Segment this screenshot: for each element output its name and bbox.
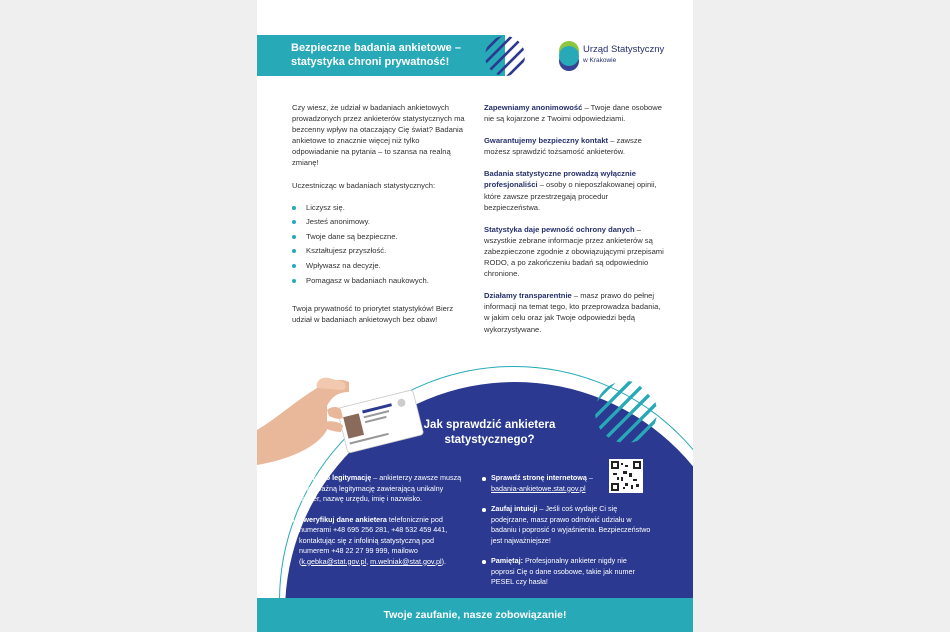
intro-text: Czy wiesz, że udział w badaniach ankietowych prowadzonych przez ankieterów statystycznych ma bezcenny wpływ na otaczający Cię świat? Badania ankietowe to znacznie więcej niż tylko odpowiadanie na pytania – to szansa na realną zmianę! [292,103,465,168]
promise-paragraph [484,224,664,279]
separator: , [366,556,371,566]
logo-name: Urząd Statystyczny [583,44,665,55]
logo-text [583,44,664,66]
promise-text: – wszystkie zebrane informacje przez ankieterów są zabezpieczone zgodnie z obowiązującymi przepisami RODO, a po zakończeniu badań są odpowiednio chronione. [484,224,664,279]
tip-paragraph [482,556,651,588]
logo-sub: w Krakowie [583,57,617,64]
promise-paragraph [484,290,664,334]
tip-text: – [586,473,593,482]
email-link[interactable]: m.welniak@stat.gov.pl [370,556,442,566]
tip-paragraph [482,504,651,546]
promise-text: – osoby o nieposzlakowanej opinii, które zawsze przestrzegają procedur bezpieczeństwa. [484,180,657,212]
title-line-1: Bezpieczne badania ankietowe – [291,42,461,54]
id-card-hand-icon [257,370,427,465]
leaflet-page [257,0,693,632]
promise-paragraph [484,168,664,212]
promise-title: Działamy transparentnie [484,291,572,301]
verify-left-column [290,473,465,577]
email-link[interactable]: k.gebka@stat.gov.pl [301,556,367,566]
tip-text: – Jeśli coś wydaje Ci się podejrzane, masz prawo odmówić udziału w badaniu i poprosić o wyjaśnienia. Bezpieczeństwo jest najważniejsze! [491,504,651,545]
promise-title: Statystyka daje pewność ochrony danych [484,224,635,234]
promise-text: – masz prawo do pełnej informacji na temat tego, kto przeprowadza badania, w jakim celu oraz jak Twoje odpowiedzi będą wykorzystywane. [484,291,661,334]
left-column [292,102,467,336]
promise-title: Gwarantujemy bezpieczny kontakt [484,136,609,146]
striped-circle-icon [483,35,527,79]
logo-icon [557,40,581,72]
list-item: Jesteś anonimowy. [292,215,467,230]
website-link[interactable]: badania-ankietowe.stat.gov.pl [491,483,586,493]
list-item: Liczysz się. [292,201,467,216]
tip-title: Zweryfikuj dane ankietera [299,514,387,524]
list-item: Wpływasz na decyzje. [292,259,467,274]
tip-text: – ankieterzy zawsze muszą mieć ważną legitymację zawierającą unikalny numer, nazwę urzędu, imię i nazwisko. [299,473,462,503]
title-bar [257,35,505,76]
list-item: Pomagasz w badaniach naukowych. [292,274,467,289]
tip-paragraph [290,473,465,505]
right-column [484,102,664,346]
promise-text: – Twoje dane osobowe nie są kojarzone z Twoimi odpowiedziami. [484,103,662,124]
tip-end: ). [441,556,446,566]
benefits-list [292,201,467,289]
footer-banner: Twoje zaufanie, nasze zobowiązanie! [257,598,693,632]
verify-right-column [482,473,672,598]
question-heading: Jak sprawdzić ankietera statystycznego? [423,419,556,446]
bullets-lead: Uczestnicząc w badaniach statystycznych: [292,180,436,190]
tip-title: Pamiętaj: [491,556,523,565]
tip-text: Profesjonalny ankieter nigdy nie poprosi Cię o dane osobowe, takie jak numer PESEL czy hasła! [491,556,635,586]
promise-title: Zapewniamy anonimowość [484,103,583,112]
closing-text: Twoja prywatność to priorytet statystyków! Bierz udział w badaniach ankietowych bez obaw! [292,304,454,325]
list-item: Twoje dane są bezpieczne. [292,230,467,245]
tip-title: Zaufaj intuicji [491,504,538,513]
striped-circle-icon [593,379,659,445]
tip-paragraph [290,515,465,568]
tip-title: Poproś o legitymację [299,473,372,482]
tip-paragraph [482,473,611,494]
promise-title: Badania statystyczne prowadzą wyłącznie profesjonaliści [484,169,636,190]
promise-paragraph [484,102,664,124]
title-line-2: statystyka chroni prywatność! [291,56,450,68]
promise-paragraph [484,135,664,157]
promise-text: – zawsze możesz sprawdzić tożsamość ankieterów. [484,136,642,157]
list-item: Kształtujesz przyszłość. [292,244,467,259]
tip-title: Sprawdź stronę internetową [491,473,587,482]
tip-text: telefonicznie pod numerami +48 695 256 281, +48 532 459 441, kontaktując się z infolinią statystyczną pod numerem +48 22 27 99 999, mailowo ( [299,514,448,566]
